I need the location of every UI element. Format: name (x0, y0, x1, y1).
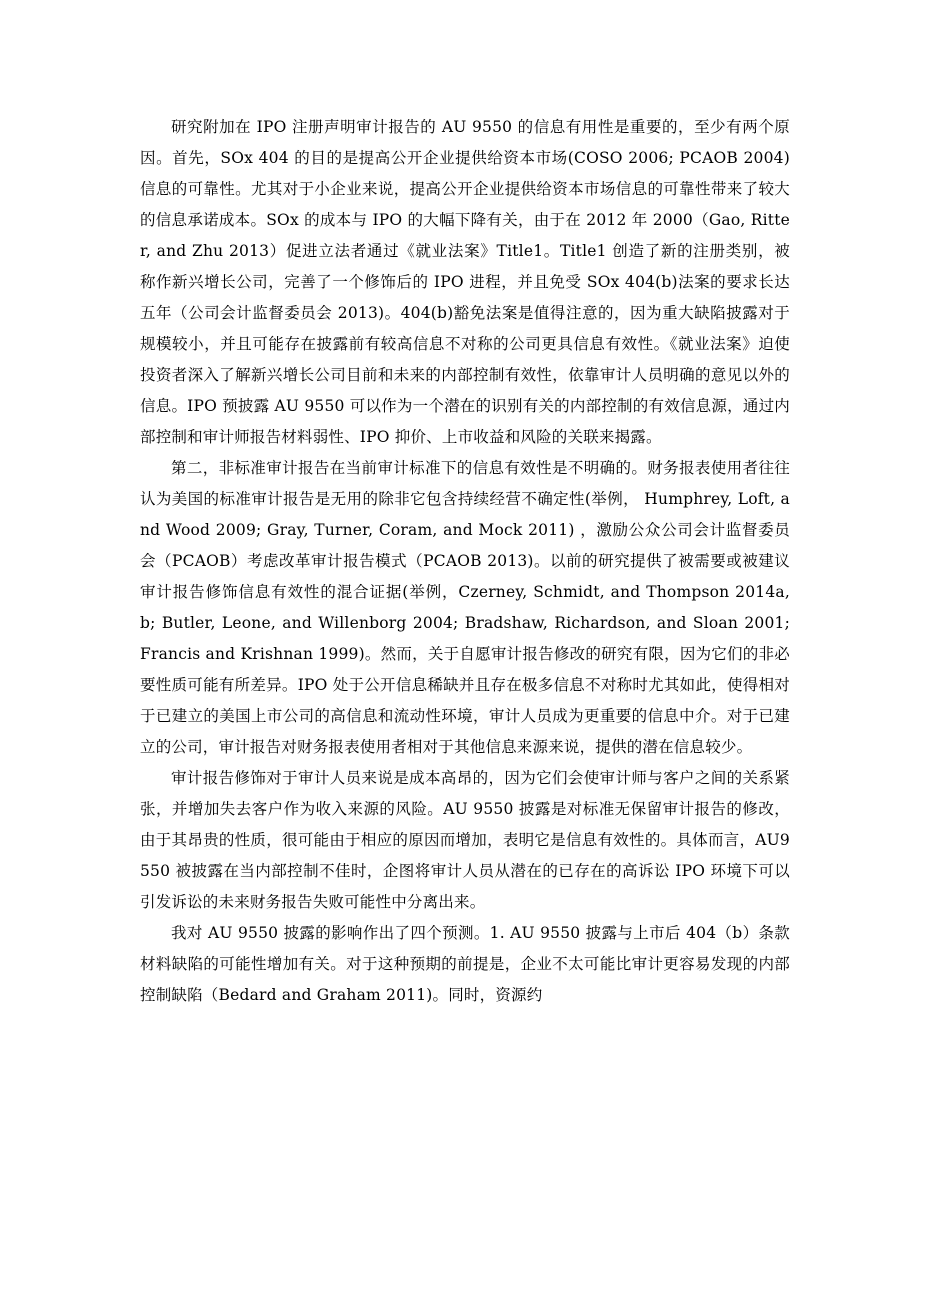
paragraph-1: 研究附加在 IPO 注册声明审计报告的 AU 9550 的信息有用性是重要的，至少有两个原因。首先，SOx 404 的目的是提高公开企业提供给资本市场(COSO 2006; PCAOB 2004)信息的可靠性。尤其对于小企业来说，提高公开企业提供给资本市场信息的可靠性带来了较大的信息承诺成本。SOx 的成本与 IPO 的大幅下降有关，由于在 2012 年 2000（Gao, Ritter, and Zhu 2013）促进立法者通过《就业法案》Title1。Title1 创造了新的注册类别，被称作新兴增长公司，完善了一个修饰后的 IPO 进程，并且免受 SOx 404(b)法案的要求长达五年（公司会计监督委员会 2013)。404(b)豁免法案是值得注意的，因为重大缺陷披露对于规模较小，并且可能存在披露前有较高信息不对称的公司更具信息有效性。《就业法案》迫使投资者深入了解新兴增长公司目前和未来的内部控制有效性，依靠审计人员明确的意见以外的信息。IPO 预披露 AU 9550 可以作为一个潜在的识别有关的内部控制的有效信息源，通过内部控制和审计师报告材料弱性、IPO 抑价、上市收益和风险的关联来揭露。 (140, 118, 790, 446)
document-body (140, 112, 790, 1011)
paragraph-2: 第二，非标准审计报告在当前审计标准下的信息有效性是不明确的。财务报表使用者往往认为美国的标准审计报告是无用的除非它包含持续经营不确定性(举例， Humphrey, Loft, and Wood 2009; Gray, Turner, Coram, and Mock 2011) ，激励公众公司会计监督委员会（PCAOB）考虑改革审计报告模式（PCAOB 2013)。以前的研究提供了被需要或被建议审计报告修饰信息有效性的混合证据(举例，Czerney, Schmidt, and Thompson 2014a, b; Butler, Leone, and Willenborg 2004; Bradshaw, Richardson, and Sloan 2001; Francis and Krishnan 1999)。然而，关于自愿审计报告修改的研究有限，因为它们的非必要性质可能有所差异。IPO 处于公开信息稀缺并且存在极多信息不对称时尤其如此，使得相对于已建立的美国上市公司的高信息和流动性环境，审计人员成为更重要的信息中介。对于已建立的公司，审计报告对财务报表使用者相对于其他信息来源来说，提供的潜在信息较少。 (140, 459, 790, 756)
paragraph-4: 我对 AU 9550 披露的影响作出了四个预测。1. AU 9550 披露与上市后 404（b）条款材料缺陷的可能性增加有关。对于这种预期的前提是，企业不太可能比审计更容易发现的内部控制缺陷（Bedard and Graham 2011)。同时，资源约 (140, 924, 790, 1004)
paragraph-3: 审计报告修饰对于审计人员来说是成本高昂的，因为它们会使审计师与客户之间的关系紧张，并增加失去客户作为收入来源的风险。AU 9550 披露是对标准无保留审计报告的修改，由于其昂贵的性质，很可能由于相应的原因而增加，表明它是信息有效性的。具体而言，AU9550 被披露在当内部控制不佳时，企图将审计人员从潜在的已存在的高诉讼 IPO 环境下可以引发诉讼的未来财务报告失败可能性中分离出来。 (140, 769, 790, 911)
